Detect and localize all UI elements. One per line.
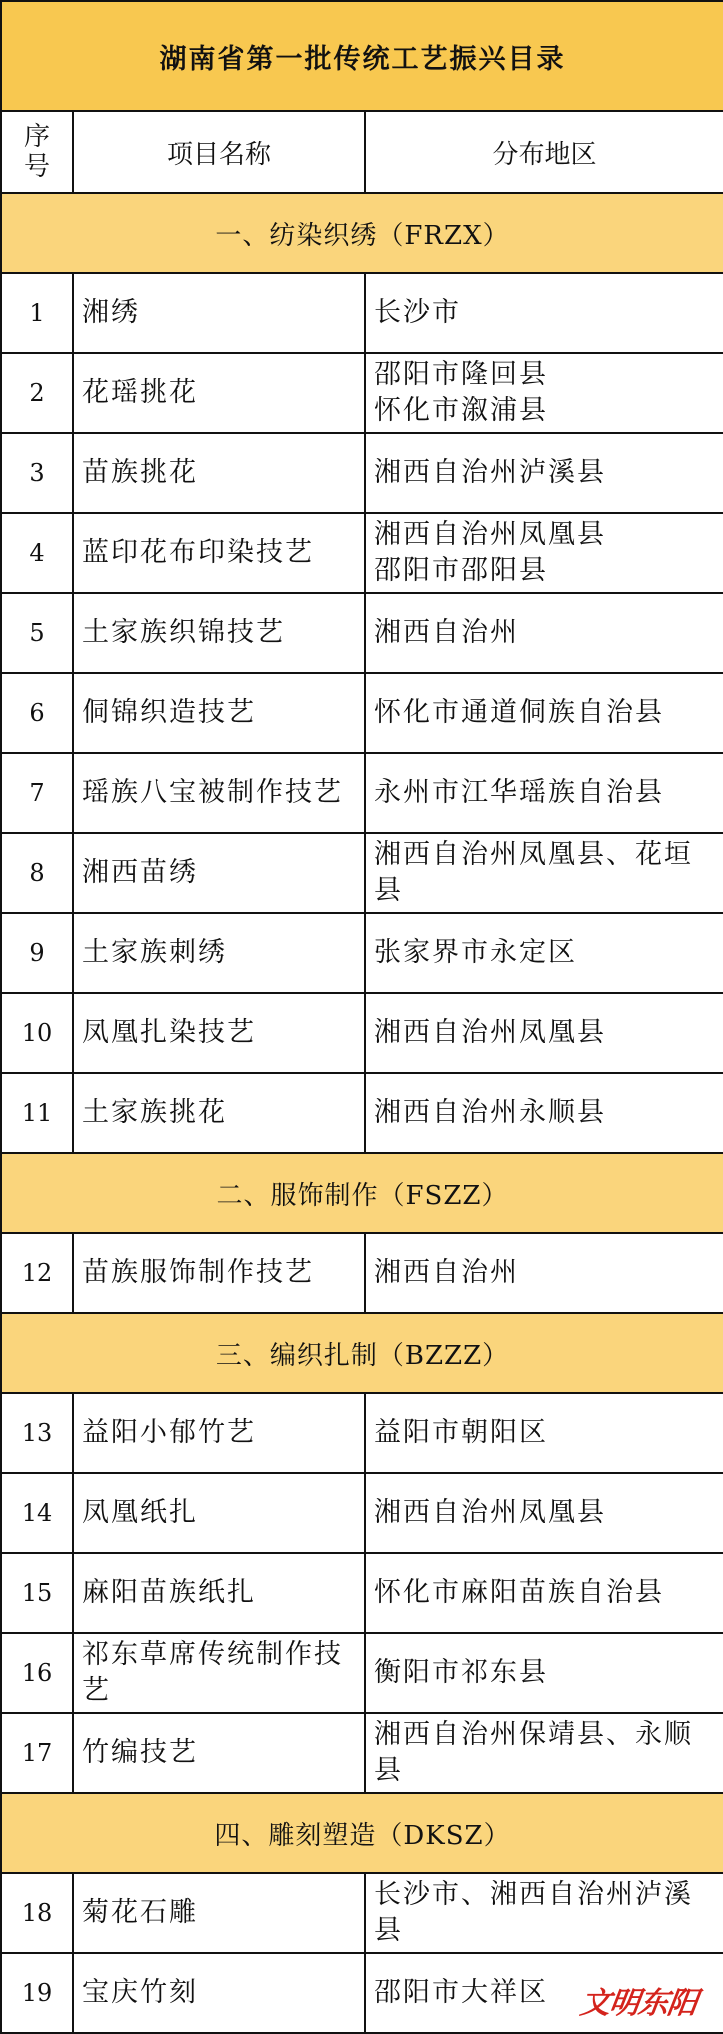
project-name: 麻阳苗族纸扎 [73, 1553, 365, 1633]
project-name: 菊花石雕 [73, 1873, 365, 1953]
row-number: 8 [1, 833, 73, 913]
row-number: 4 [1, 513, 73, 593]
table-row [1, 593, 723, 673]
project-name: 益阳小郁竹艺 [73, 1393, 365, 1473]
section-heading-row [1, 1153, 723, 1233]
section-heading: 一、纺染织绣（FRZX） [1, 193, 723, 273]
region: 益阳市朝阳区 [365, 1393, 723, 1473]
section-heading-row [1, 193, 723, 273]
region: 怀化市麻阳苗族自治县 [365, 1553, 723, 1633]
project-name: 凤凰纸扎 [73, 1473, 365, 1553]
document-title: 湖南省第一批传统工艺振兴目录 [1, 1, 723, 111]
table-row [1, 753, 723, 833]
table-row [1, 353, 723, 433]
region: 衡阳市祁东县 [365, 1633, 723, 1713]
header-name: 项目名称 [73, 111, 365, 193]
project-name: 蓝印花布印染技艺 [73, 513, 365, 593]
region: 湘西自治州泸溪县 [365, 433, 723, 513]
table-row [1, 273, 723, 353]
table-row [1, 913, 723, 993]
region: 湘西自治州凤凰县、花垣县 [365, 833, 723, 913]
region: 湘西自治州保靖县、永顺县 [365, 1713, 723, 1793]
row-number: 15 [1, 1553, 73, 1633]
project-name: 凤凰扎染技艺 [73, 993, 365, 1073]
header-seq: 序号 [1, 111, 73, 193]
section-heading: 二、服饰制作（FSZZ） [1, 1153, 723, 1233]
row-number: 9 [1, 913, 73, 993]
project-name: 宝庆竹刻 [73, 1953, 365, 2033]
row-number: 17 [1, 1713, 73, 1793]
region: 长沙市 [365, 273, 723, 353]
row-number: 7 [1, 753, 73, 833]
region: 怀化市通道侗族自治县 [365, 673, 723, 753]
row-number: 6 [1, 673, 73, 753]
row-number: 10 [1, 993, 73, 1073]
row-number: 18 [1, 1873, 73, 1953]
region: 湘西自治州 [365, 1233, 723, 1313]
table-row [1, 1873, 723, 1953]
table-row [1, 833, 723, 913]
table-row [1, 1553, 723, 1633]
region: 湘西自治州凤凰县 [365, 1473, 723, 1553]
region: 永州市江华瑶族自治县 [365, 753, 723, 833]
row-number: 2 [1, 353, 73, 433]
table-row [1, 1713, 723, 1793]
table-row [1, 433, 723, 513]
table-row [1, 1073, 723, 1153]
project-name: 侗锦织造技艺 [73, 673, 365, 753]
watermark-logo: 文明东阳 [578, 1986, 699, 2021]
project-name: 土家族挑花 [73, 1073, 365, 1153]
project-name: 湘绣 [73, 273, 365, 353]
table-row [1, 1473, 723, 1553]
row-number: 14 [1, 1473, 73, 1553]
header-area: 分布地区 [365, 111, 723, 193]
project-name: 瑶族八宝被制作技艺 [73, 753, 365, 833]
project-name: 竹编技艺 [73, 1713, 365, 1793]
row-number: 13 [1, 1393, 73, 1473]
table-row [1, 513, 723, 593]
project-name: 湘西苗绣 [73, 833, 365, 913]
row-number: 11 [1, 1073, 73, 1153]
project-name: 苗族服饰制作技艺 [73, 1233, 365, 1313]
project-name: 苗族挑花 [73, 433, 365, 513]
region: 湘西自治州凤凰县 [365, 993, 723, 1073]
table-row [1, 993, 723, 1073]
row-number: 3 [1, 433, 73, 513]
table-row [1, 1393, 723, 1473]
row-number: 16 [1, 1633, 73, 1713]
section-heading-row [1, 1313, 723, 1393]
region: 湘西自治州凤凰县 邵阳市邵阳县 [365, 513, 723, 593]
region: 长沙市、湘西自治州泸溪县 [365, 1873, 723, 1953]
row-number: 19 [1, 1953, 73, 2033]
section-heading-row [1, 1793, 723, 1873]
region: 湘西自治州永顺县 [365, 1073, 723, 1153]
header-row [1, 111, 723, 193]
row-number: 5 [1, 593, 73, 673]
title-row [1, 1, 723, 111]
table-row [1, 1633, 723, 1713]
section-heading: 三、编织扎制（BZZZ） [1, 1313, 723, 1393]
project-name: 祁东草席传统制作技艺 [73, 1633, 365, 1713]
table-row [1, 1233, 723, 1313]
project-name: 土家族织锦技艺 [73, 593, 365, 673]
region: 邵阳市大祥区 [365, 1953, 723, 2033]
section-heading: 四、雕刻塑造（DKSZ） [1, 1793, 723, 1873]
region: 邵阳市隆回县 怀化市溆浦县 [365, 353, 723, 433]
region: 湘西自治州 [365, 593, 723, 673]
project-name: 花瑶挑花 [73, 353, 365, 433]
project-name: 土家族刺绣 [73, 913, 365, 993]
region: 张家界市永定区 [365, 913, 723, 993]
row-number: 12 [1, 1233, 73, 1313]
table-row [1, 673, 723, 753]
row-number: 1 [1, 273, 73, 353]
